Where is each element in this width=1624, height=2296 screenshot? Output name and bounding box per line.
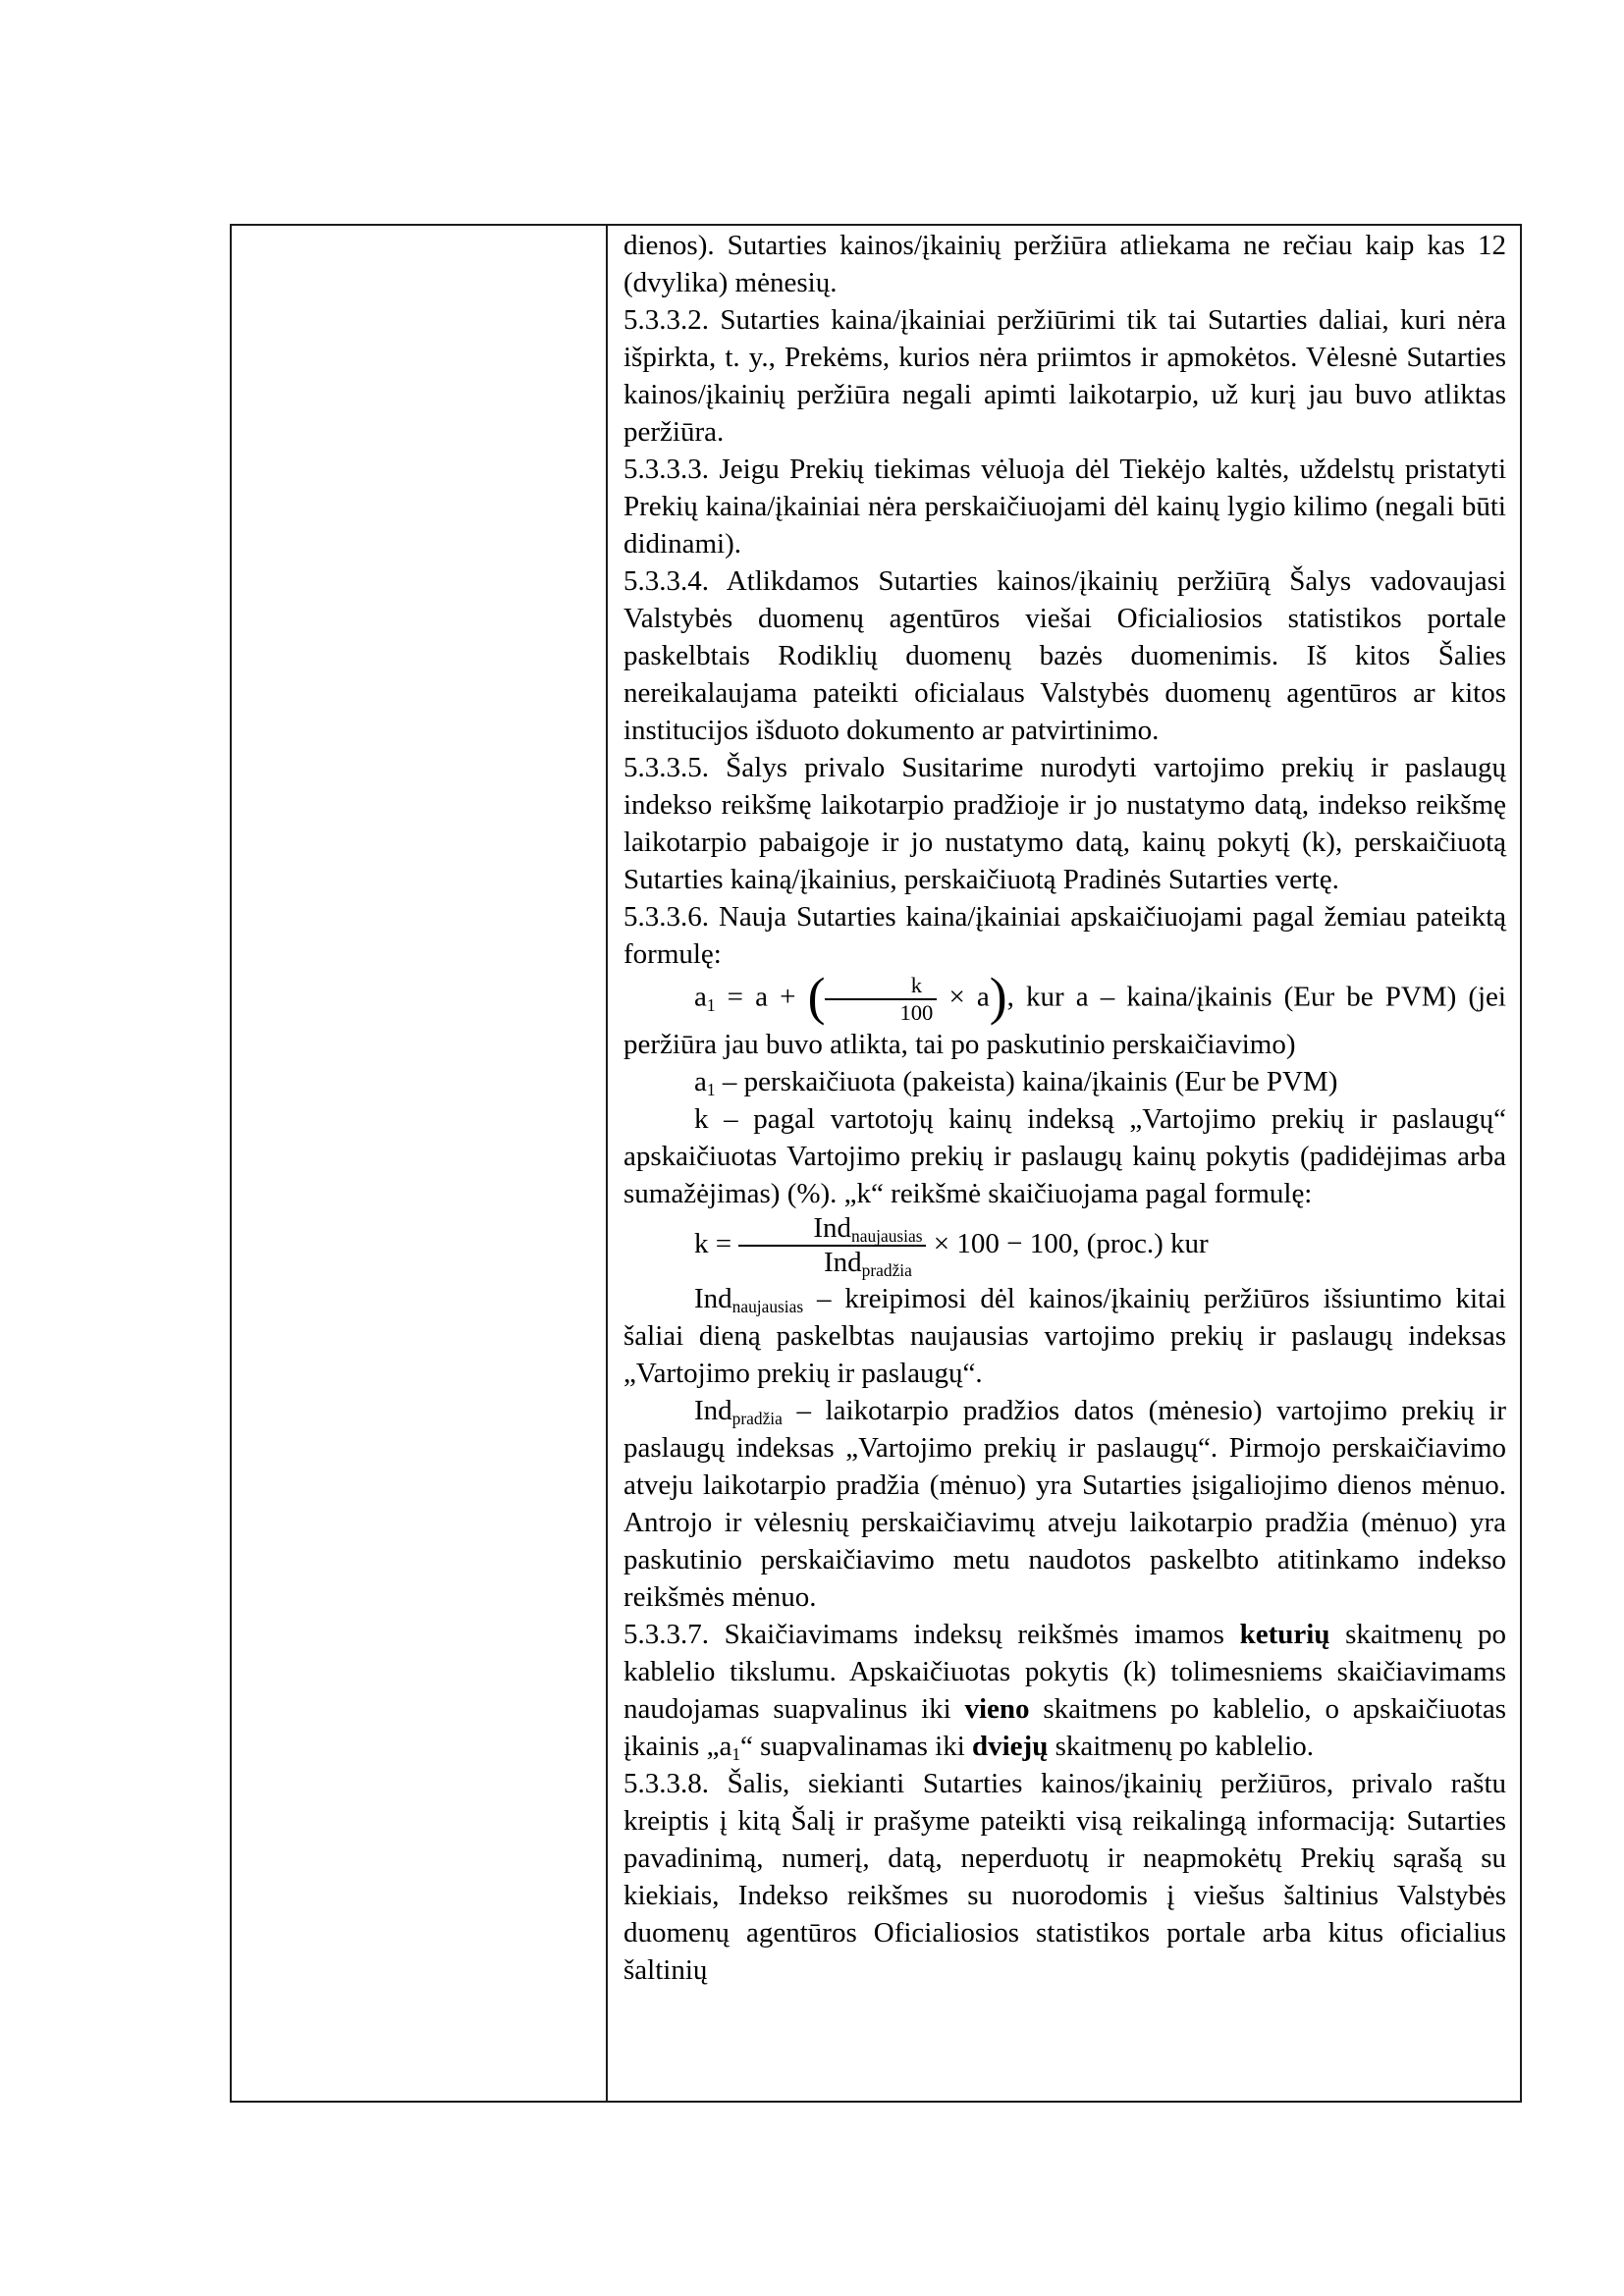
paragraph-5-3-3-5 [623,749,1506,898]
formula-lhs: k = [694,1228,739,1260]
text-segment: skaitmens po kablelio, o apskaičiuotas įkainis „a [623,1692,1506,1762]
subscript-text: 1 [706,1079,716,1099]
text-segment: 5.3.3.8. Šalis, siekianti Sutarties kainos/įkainių peržiūros, privalo raštu kreiptis į kitą Šalį ir prašyme pateikti visą reikalingą informaciją: Sutarties pavadinimą, numerį, datą, neperduotų ir neapmokėtų Prekių sąrašą su kiekiais, Indekso reikšmes su nuorodomis į viešus šaltinius Valstybės duomenų agentūros Oficialiosios statistikos portale arba kitus oficialius šaltinių [623,1767,1506,1986]
table-right-column-text [608,226,1520,2101]
bold-text: keturių [1239,1618,1330,1650]
text-segment: skaitmenų po kablelio. [1048,1730,1314,1762]
open-paren: ( [807,966,826,1026]
formula-variable: a [694,981,707,1013]
subscript-text: pradžia [731,1408,783,1428]
formula-fraction [825,973,937,1026]
formula-operator: = a + [715,981,808,1013]
text-segment: 5.3.3.6. Nauja Sutarties kaina/įkainiai apskaičiuojami pagal žemiau pateiktą formulę: [623,901,1506,970]
contract-table [230,224,1522,2103]
text-segment: – laikotarpio pradžios datos (mėnesio) vartojimo prekių ir paslaugų indeksas „Vartojimo prekių ir paslaugų“. Pirmojo perskaičiavimo atveju laikotarpio pradžia (mėnuo) yra Sutarties įsigaliojimo dienos mėnuo. Antrojo ir vėlesnių perskaičiavimų atveju laikotarpio pradžia (mėnuo) yra paskutinio perskaičiavimo metu naudotos paskelbto atitinkamo indekso reikšmės mėnuo. [623,1394,1506,1613]
text-segment: – perskaičiuota (pakeista) kaina/įkainis (Eur be PVM) [715,1066,1338,1098]
text-segment: a [694,1066,707,1098]
fraction-numerator [738,1212,926,1247]
paragraph-definition-ind-naujausias [623,1280,1506,1392]
fraction-denominator: 100 [899,1000,934,1026]
text-segment: – kreipimosi dėl kainos/įkainių peržiūros išsiuntimo kitai šaliai dieną paskelbtas naujausias vartojimo prekių ir paslaugų indeksas „Vartojimo prekių ir paslaugų“. [623,1282,1506,1389]
text-segment: dienos). Sutarties kainos/įkainių peržiūra atliekama ne rečiau kaip kas 12 (dvylika) mėnesių. [623,230,1506,298]
text-segment: k – pagal vartotojų kainų indeksą „Vartojimo prekių ir paslaugų“ apskaičiuotas Vartojimo prekių ir paslaugų kainų pokytis (padidėjimas arba sumažėjimas) (%). „k“ reikšmė skaičiuojama pagal formulę: [623,1103,1506,1210]
formula-variable-subscript: 1 [706,994,716,1015]
formula-k-index [623,1212,1506,1280]
subscript-text: pradžia [861,1260,912,1281]
bold-text: vieno [964,1692,1030,1725]
paragraph-definition-ind-pradzia [623,1392,1506,1616]
subscript-text: naujausias [851,1225,923,1246]
table-left-column-empty [232,226,608,2101]
close-paren: ) [989,966,1007,1026]
formula-tail-text: × 100 − 100, (proc.) kur [926,1228,1209,1260]
text-segment: Ind [694,1394,732,1426]
formula-operator: × a [937,981,990,1013]
text-segment: Ind [824,1247,862,1279]
bold-text: dviejų [972,1730,1049,1762]
paragraph-5-3-3-8 [623,1765,1506,1989]
paragraph-definition-k [623,1100,1506,1212]
paragraph-5-3-3-4 [623,562,1506,749]
formula-tail-text: , kur a – kaina/įkainis (Eur be PVM) (jei peržiūra jau buvo atlikta, tai po paskutinio perskaičiavimo) [623,981,1506,1061]
text-segment: “ suapvalinamas iki [740,1730,972,1762]
text-segment: 5.3.3.5. Šalys privalo Susitarime nurodyti vartojimo prekių ir paslaugų indekso reikšmę laikotarpio pradžioje ir jo nustatymo datą, indekso reikšmę laikotarpio pabaigoje ir jo nustatymo datą, kainų pokytį (k), perskaičiuotą Sutarties kainą/įkainius, perskaičiuotą Pradinės Sutarties vertę. [623,752,1506,895]
paragraph-5-3-3-3 [623,451,1506,562]
text-segment: 5.3.3.2. Sutarties kaina/įkainiai peržiūrimi tik tai Sutarties daliai, kuri nėra išpirkta, t. y., Prekėms, kurios nėra priimtos ir apmokėtos. Vėlesnė Sutarties kainos/įkainių peržiūra negali apimti laikotarpio, už kurį jau buvo atliktas peržiūra. [623,304,1506,448]
paragraph-5-3-3-2 [623,301,1506,451]
paragraph-continuation [623,227,1506,301]
text-segment: Ind [694,1282,732,1314]
subscript-text: 1 [731,1743,741,1764]
subscript-text: naujausias [731,1296,804,1316]
paragraph-definition-a1 [623,1063,1506,1100]
text-segment: 5.3.3.7. Skaičiavimams indeksų reikšmės imamos [623,1618,1240,1650]
text-segment: 5.3.3.3. Jeigu Prekių tiekimas vėluoja dėl Tiekėjo kaltės, uždelstų pristatyti Prekių kaina/įkainiai nėra perskaičiuojami dėl kainų lygio kilimo (negali būti didinami). [623,454,1506,560]
paragraph-5-3-3-7 [623,1616,1506,1765]
text-segment: Ind [813,1212,852,1245]
paragraph-5-3-3-6 [623,898,1506,973]
fraction-denominator [738,1247,926,1279]
formula-fraction [738,1212,926,1280]
text-segment: 5.3.3.4. Atlikdamos Sutarties kainos/įkainių peržiūrą Šalys vadovaujasi Valstybės duomenų agentūros viešai Oficialiosios statistikos portale paskelbtais Rodiklių duomenų bazės duomenimis. Iš kitos Šalies nereikalaujama pateikti oficialaus Valstybės duomenų agentūros ar kitos institucijos išduoto dokumento ar patvirtinimo. [623,565,1506,746]
text-segment: skaitmenų po kablelio tikslumu. Apskaičiuotas pokytis (k) tolimesniems skaičiavimams naudojamas suapvalinus iki [623,1618,1506,1725]
formula-price-recalculation [623,966,1506,1063]
fraction-numerator: k [825,973,937,1000]
